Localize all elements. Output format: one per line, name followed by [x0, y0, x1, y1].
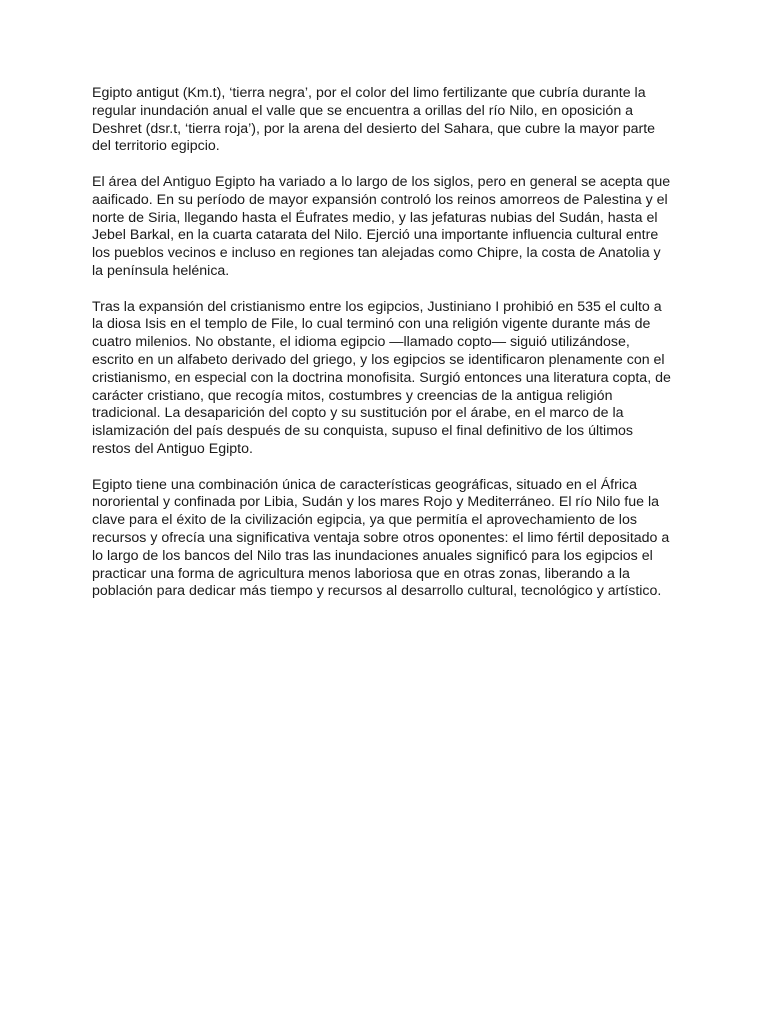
paragraph-geography: Egipto tiene una combinación única de características geográficas, situado en el África nororiental y confinada por Libia, Sudán y los mares Rojo y Mediterráneo. El río Nilo fue la clave para el éxito de la civilización egipcia, ya que permitía el aprovechamiento de los recursos y ofrecía una significativa ventaja sobre otros oponentes: el limo fértil depositado a lo largo de los bancos del Nilo tras las inundaciones anuales significó para los egipcios el practicar una forma de agricultura menos laboriosa que en otras zonas, liberando a la población para dedicar más tiempo y recursos al desarrollo cultural, tecnológico y artístico.	[92, 476, 670, 600]
paragraph-christianity: Tras la expansión del cristianismo entre los egipcios, Justiniano I prohibió en 535 el culto a la diosa Isis en el templo de File, lo cual terminó con una religión vigente durante más de cuatro milenios. No obstante, el idioma egipcio —llamado copto— siguió utilizándose, escrito en un alfabeto derivado del griego, y los egipcios se identificaron plenamente con el cristianismo, en especial con la doctrina monofisita. Surgió entonces una literatura copta, de carácter cristiano, que recogía mitos, costumbres y creencias de la antigua religión tradicional. La desaparición del copto y su sustitución por el árabe, en el marco de la islamización del país después de su conquista, supuso el final definitivo de los últimos restos del Antiguo Egipto.	[92, 298, 671, 457]
document-body	[92, 85, 682, 619]
paragraph-area: El área del Antiguo Egipto ha variado a lo largo de los siglos, pero en general se acepta que aaificado. En su período de mayor expansión controló los reinos amorreos de Palestina y el norte de Siria, llegando hasta el Éufrates medio, y las jefaturas nubias del Sudán, hasta el Jebel Barkal, en la cuarta catarata del Nilo. Ejerció una importante influencia cultural entre los pueblos vecinos e incluso en regiones tan alejadas como Chipre, la costa de Anatolia y la península helénica.	[92, 173, 671, 279]
paragraph-intro: Egipto antigut (Km.t), ‘tierra negra’, por el color del limo fertilizante que cubría durante la regular inundación anual el valle que se encuentra a orillas del río Nilo, en oposición a Deshret (dsr.t, ‘tierra roja’), por la arena del desierto del Sahara, que cubre la mayor parte del territorio egipcio.	[92, 85, 656, 155]
